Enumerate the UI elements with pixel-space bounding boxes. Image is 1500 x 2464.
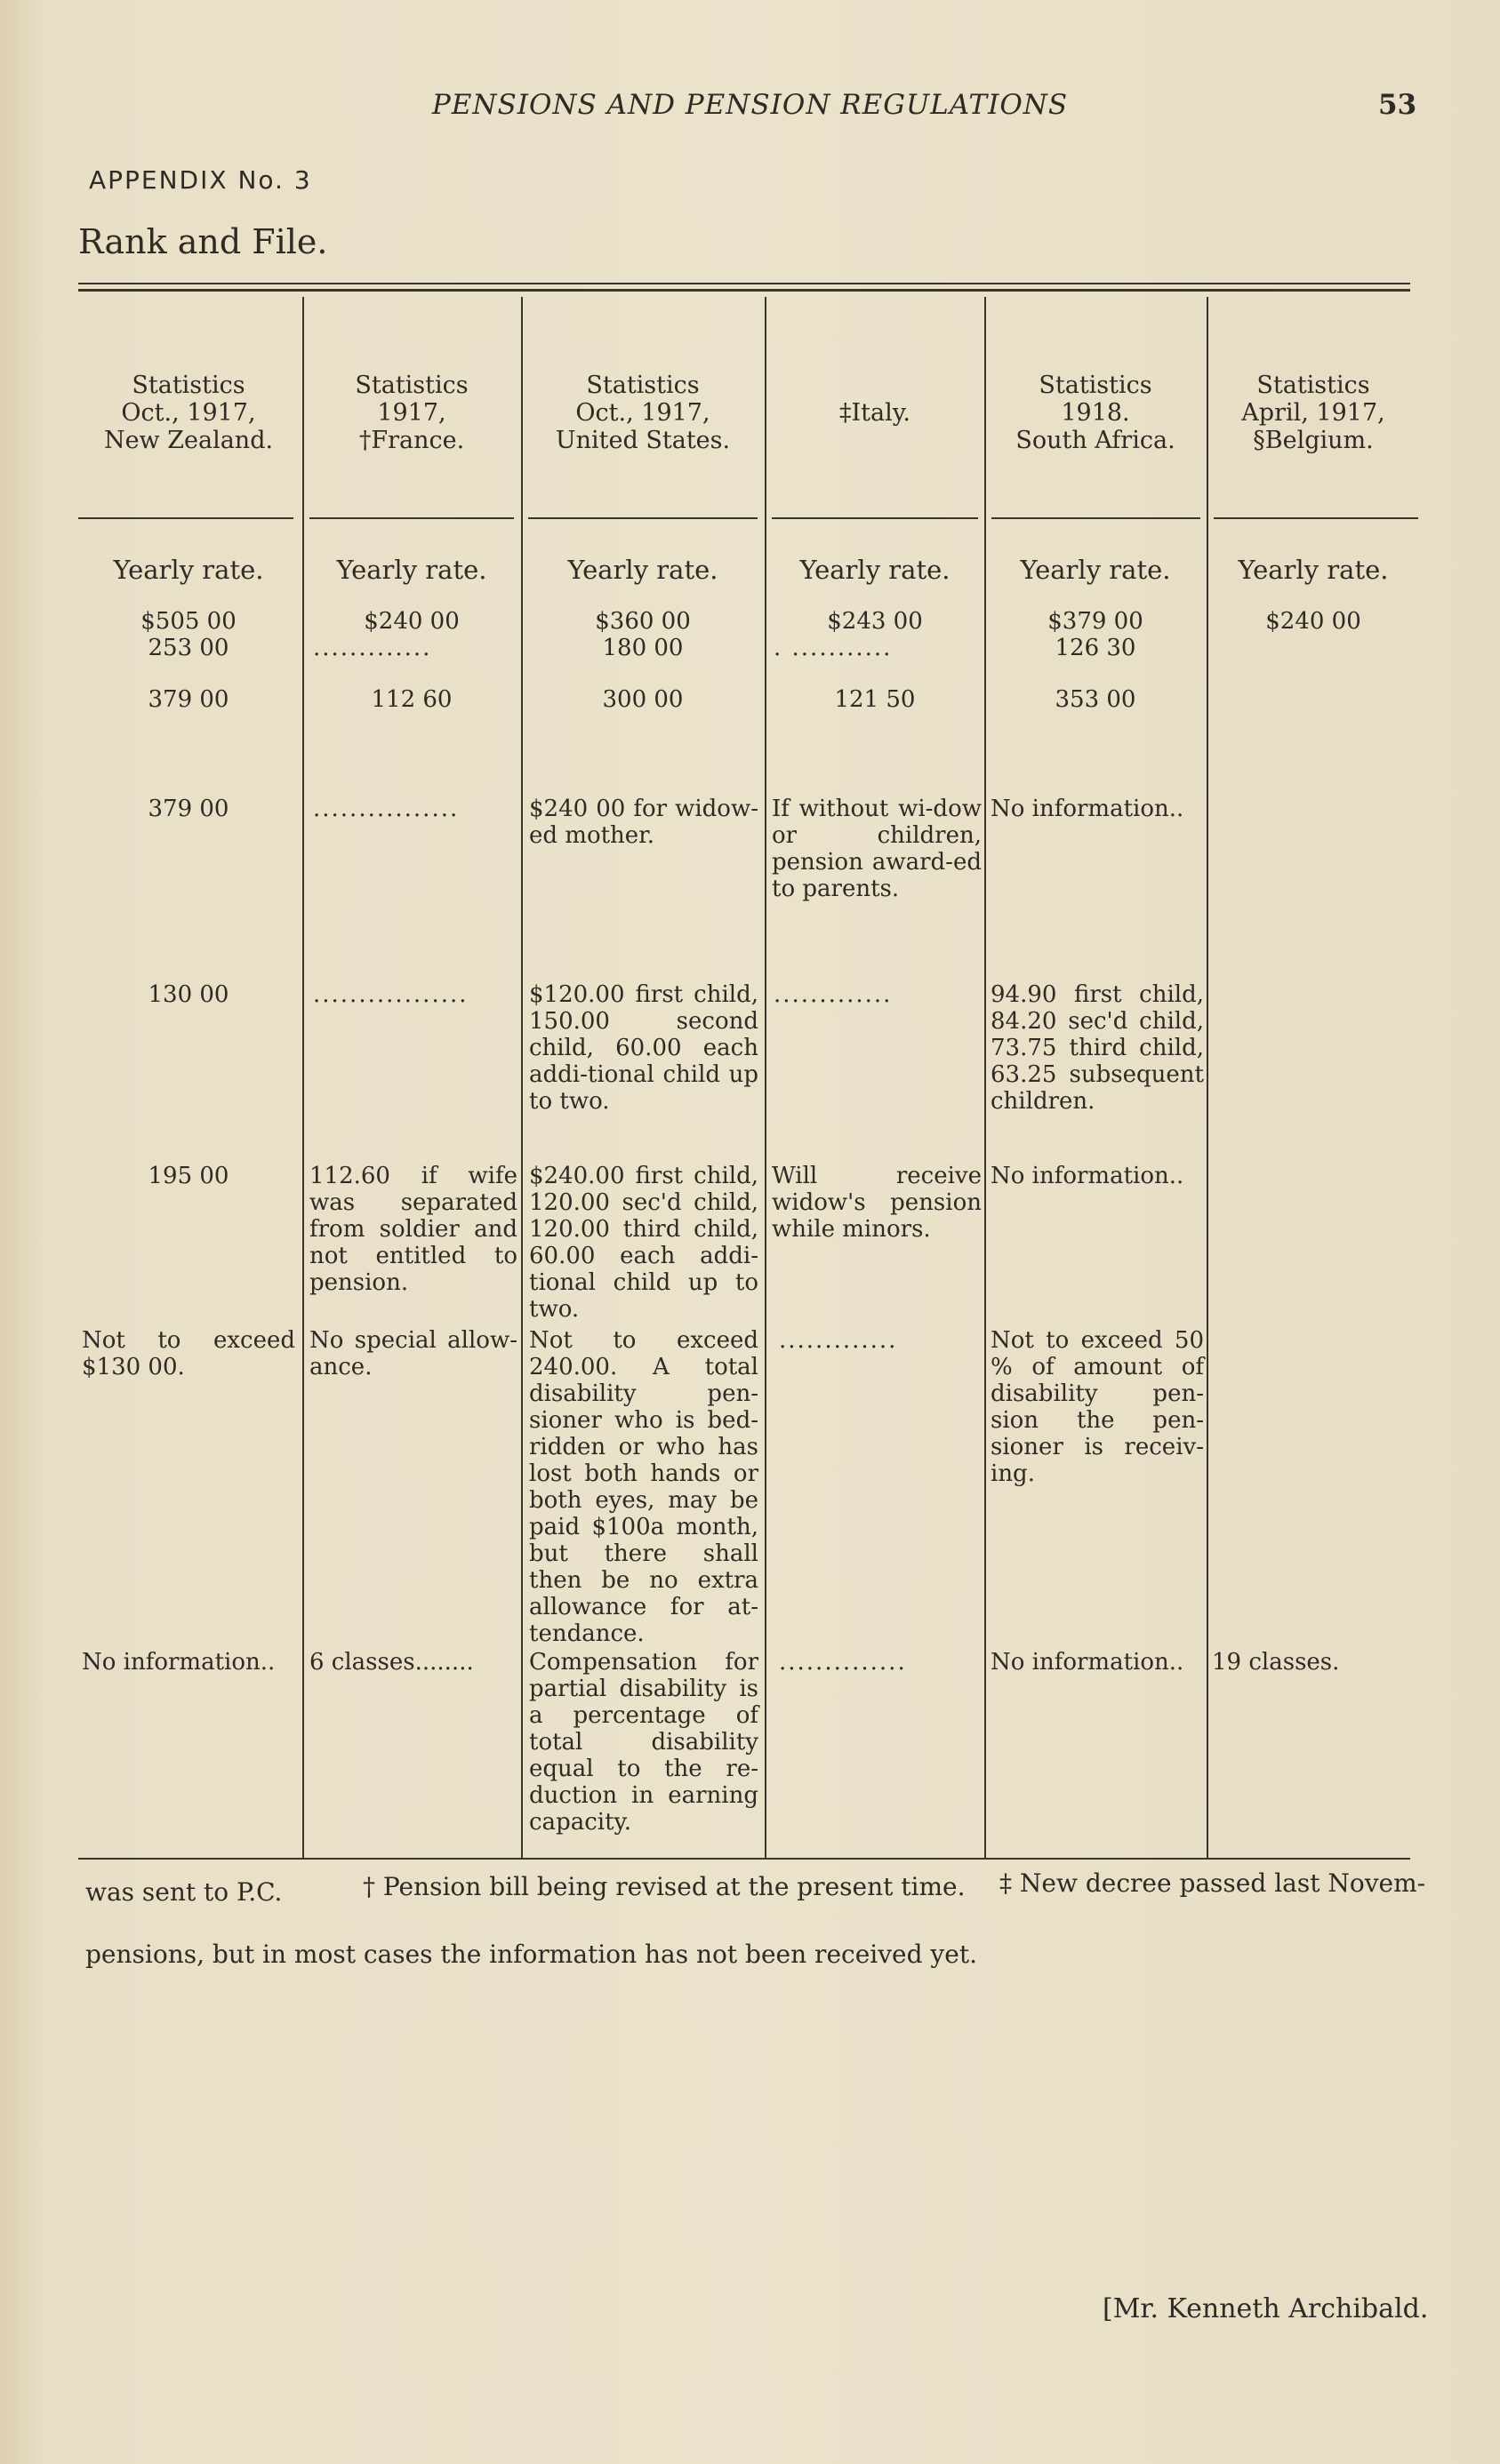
top-rule-thin [78,283,1410,284]
column-heading-united-states: Statistics Oct., 1917, United States. [555,372,731,454]
footnote-text: pensions, but in most cases the information has not been received yet. [85,1940,977,1969]
yearly-rate-label: Yearly rate. [799,555,951,585]
table-subtitle: Rank and File. [78,222,328,261]
header-underline [772,517,978,519]
table-cell: Will receive widow's pension while minors. [772,1163,982,1243]
table-cell: No information.. [991,1649,1184,1676]
header-underline [991,517,1200,519]
table-cell: 112.60 if wife was separated from soldier and not entitled to pension. [309,1163,517,1296]
yearly-rate-label: Yearly rate. [1020,555,1171,585]
header-underline [1214,517,1418,519]
table-cell: ............. [774,981,893,1008]
table-cell: 6 classes........ [309,1649,474,1676]
running-head: PENSIONS AND PENSION REGULATIONS [431,89,1069,121]
column-divider [1207,297,1208,1858]
header-underline [528,517,758,519]
table-cell: $240.00 first child, 120.00 sec'd child, 120.00 third child, 60.00 each addi-tional child up to two. [529,1163,758,1323]
table-cell: Not to exceed $130 00. [82,1327,295,1380]
table-cell: 19 classes. [1212,1649,1340,1676]
table-cell: ............. [779,1327,898,1354]
table-cell: No information.. [82,1649,276,1676]
column-divider [521,297,523,1858]
yearly-rate-label: Yearly rate. [567,555,718,585]
footnote-text: was sent to P.C. [85,1877,283,1907]
column-heading-italy: ‡Italy. [839,399,910,427]
table-cell: Compensation for partial disability is a percentage of total disability equal to the re-duction in earning capacity. [529,1649,758,1836]
table-cell: $243 00 [827,608,923,635]
column-heading-new-zealand: Statistics Oct., 1917, New Zealand. [103,372,274,454]
table-cell: ................ [313,796,460,822]
table-cell: .............. [779,1649,907,1676]
speaker-attribution: [Mr. Kenneth Archibald. [1103,2293,1429,2324]
table-cell: $379 00 [1047,608,1143,635]
table-cell: ................. [313,981,469,1008]
appendix-label: APPENDIX No. 3 [89,165,312,195]
bottom-rule [78,1858,1410,1860]
table-cell: 379 00 [148,796,229,822]
table-cell: 180 00 [602,635,684,661]
table-cell: 112 60 [371,686,453,713]
table-cell: 300 00 [602,686,684,713]
yearly-rate-label: Yearly rate. [336,555,487,585]
column-divider [984,297,986,1858]
column-heading-south-africa: Statistics 1918. South Africa. [1015,372,1175,454]
table-cell: Not to exceed 240.00. A total disability pen-sioner who is bed-ridden or who has lost both hands or both eyes, may be paid $100a month, but there shall then be no extra allowance for at-tendance. [529,1327,758,1647]
column-heading-belgium: Statistics April, 1917, §Belgium. [1241,372,1385,454]
table-cell: $120.00 first child, 150.00 second child, 60.00 each addi-tional child up to two. [529,981,758,1115]
table-cell: 195 00 [148,1163,229,1189]
column-heading-france: Statistics 1917, †France. [355,372,469,454]
table-cell: No special allow-ance. [309,1327,517,1380]
header-underline [309,517,514,519]
yearly-rate-label: Yearly rate. [113,555,264,585]
table-cell: $240 00 for widow-ed mother. [529,796,758,849]
table-cell: ............. [313,635,432,661]
table-cell: $505 00 [140,608,237,635]
table-cell: No information.. [991,796,1184,822]
table-cell: 126 30 [1055,635,1136,661]
table-cell: 379 00 [148,686,229,713]
table-cell: Not to exceed 50 % of amount of disability pen-sion the pen-sioner is receiv-ing. [991,1327,1204,1487]
table-cell: $360 00 [595,608,691,635]
table-cell: 130 00 [148,981,229,1008]
table-cell: 94.90 first child, 84.20 sec'd child, 73.75 third child, 63.25 subsequent children. [991,981,1204,1115]
table-cell: . ........... [774,635,893,661]
column-divider [765,297,766,1858]
column-divider [302,297,304,1858]
table-cell: 353 00 [1055,686,1136,713]
footnote-italy: ‡ New decree passed last Novem- [999,1868,1426,1898]
page-number: 53 [1378,89,1417,121]
table-cell: 253 00 [148,635,229,661]
table-cell: 121 50 [834,686,916,713]
table-cell: If without wi-dow or children, pension award-ed to parents. [772,796,982,902]
table-cell: No information.. [991,1163,1184,1189]
top-rule-thick [78,289,1410,292]
table-cell: $240 00 [1265,608,1361,635]
footnote-france: † Pension bill being revised at the present time. [363,1872,966,1901]
header-underline [78,517,293,519]
yearly-rate-label: Yearly rate. [1238,555,1389,585]
table-cell: $240 00 [364,608,460,635]
